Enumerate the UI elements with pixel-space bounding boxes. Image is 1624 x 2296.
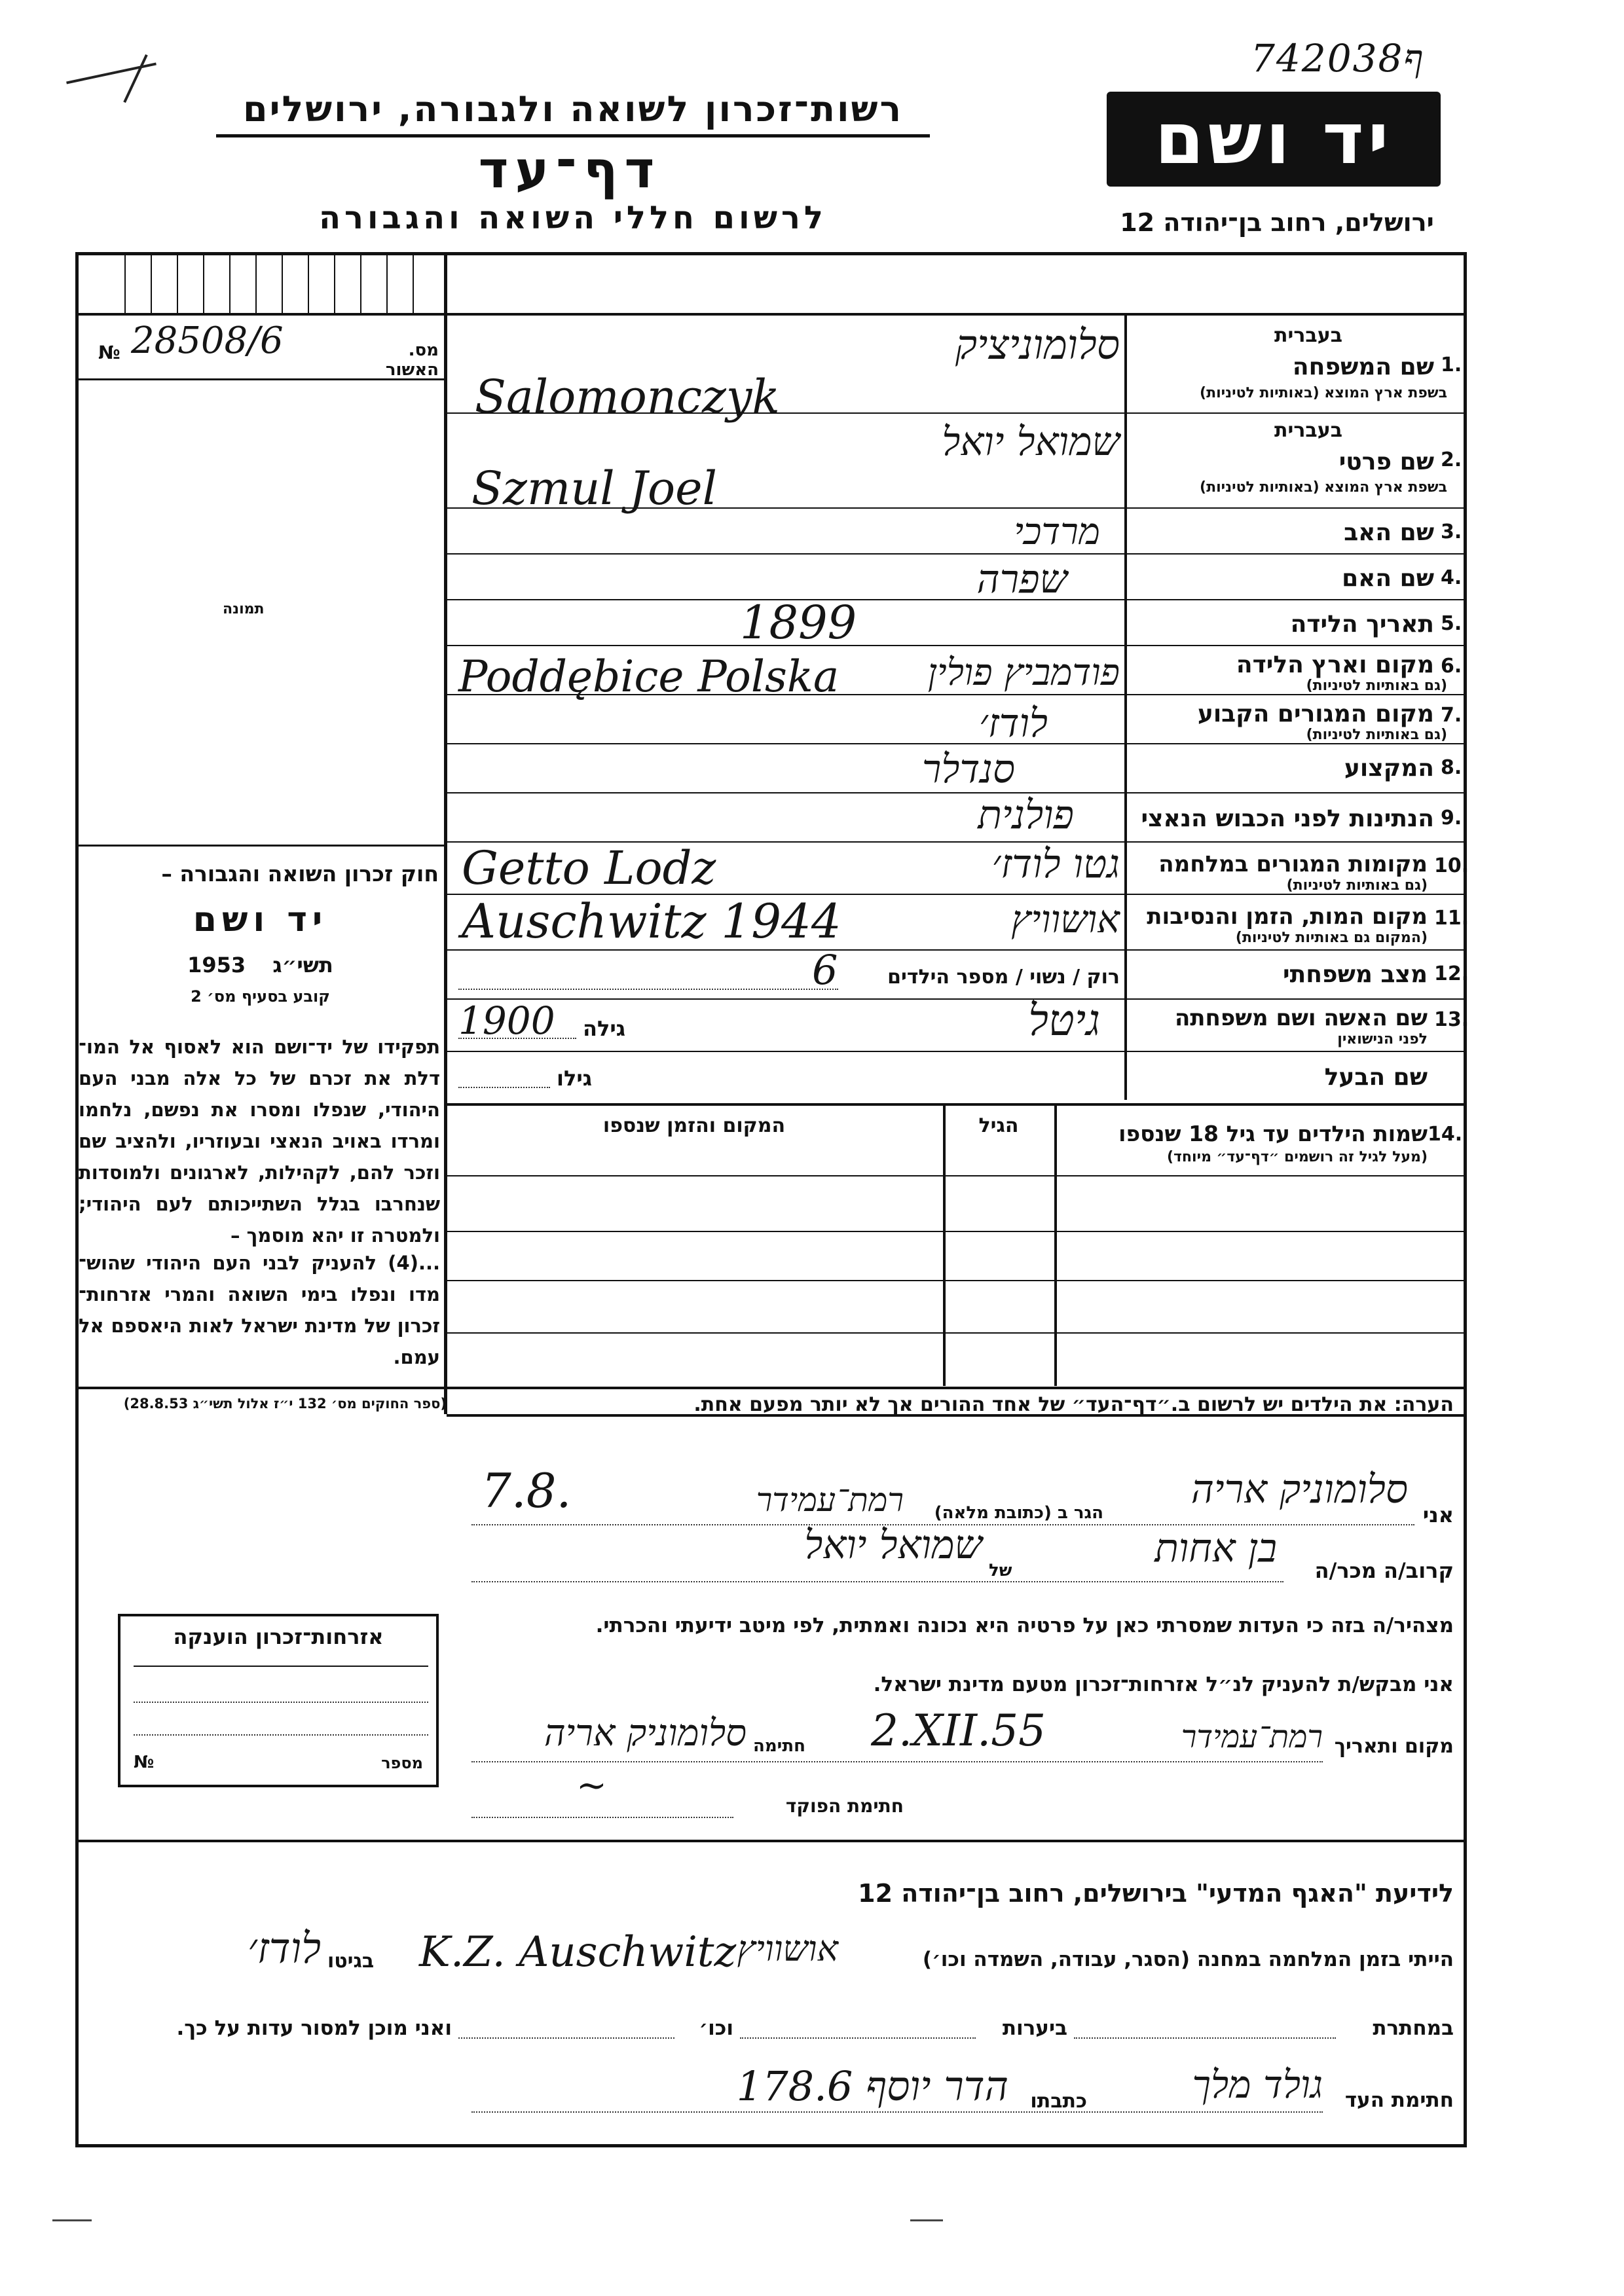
husband-label: שם הבעל <box>1324 1064 1428 1091</box>
field-4-value: שפרה <box>976 556 1067 602</box>
husband-age-label: גילו <box>557 1066 593 1091</box>
decl-statement-2: אני מבקש/ת להעניק לנ״ל אזרחות־זכרון מטעם מדינת ישראל. <box>873 1673 1454 1696</box>
field-2-tag: בעברית <box>1274 419 1342 442</box>
field-1-sub: בשפת ארץ המוצא (באותיות לטיניות) <box>1200 385 1447 401</box>
citizenship-box <box>118 1614 439 1787</box>
field-4-number: 4. <box>1441 566 1462 589</box>
field-4-label: שם האם <box>1342 565 1434 592</box>
info-witness-value: גולד מלך <box>1192 2062 1323 2107</box>
info-etc-label: וכו׳ <box>699 2016 733 2040</box>
info-address-label: כתבתו <box>1030 2090 1087 2113</box>
info-ghetto-value: לודז׳ <box>248 1925 321 1973</box>
field-13-number: 13. <box>1434 1008 1469 1031</box>
left-column-divider <box>444 252 447 1414</box>
field-11-value-heb: אושוויץ <box>1011 897 1120 941</box>
officer-signature-mark: ~ <box>576 1764 607 1807</box>
info-ghetto-label: בגיטו <box>327 1950 375 1973</box>
field-1-value-heb: סלומוניציק <box>955 321 1120 369</box>
field-12-inline: רוק / נשוי / מספר הילדים <box>887 966 1120 989</box>
org-line: רשות־זכרון לשואה ולגבורה, ירושלים <box>242 88 904 130</box>
decl-i-label: אני <box>1422 1503 1454 1527</box>
field-3-label: שם האב <box>1344 519 1434 546</box>
form-title: דף־עד <box>478 141 661 200</box>
law-year-heb: תשי״ג <box>272 953 333 977</box>
info-line1-value-lat: K.Z. Auschwitz <box>419 1928 737 1977</box>
info-forests-label: ביערות <box>1002 2016 1067 2040</box>
law-reference: (ספר החוקים מס׳ 132 י״ז אלול תשי״ג 28.8.53) <box>123 1396 447 1412</box>
field-6-sub: (גם באותיות לטיניות) <box>1306 678 1447 694</box>
field-2-number: 2. <box>1441 448 1462 471</box>
info-underground-label: במחתרת <box>1373 2016 1454 2040</box>
decl-of-value: שמואל יואל <box>804 1522 982 1568</box>
decl-i-value: סלומוניק אריה <box>1190 1467 1408 1512</box>
decl-signature-label: חתימה <box>753 1736 805 1756</box>
field-8-value: סנדלר <box>921 746 1015 792</box>
law-text-1: תפקידו של יד־ושם הוא לאסוף אל המו־ דלת את זכרם של כל אלה מבני העם היהודי, שנפלו ומסרו את נפשם, נלחמו ומרדו באויב הנאצי ובעוזריו, ולהציב שם וזכר להם, לקהילות, לארגונים ולמוסדות שנחרבו בגלל השתייכותם לעם היהודי; ולמטרה זו יהא מוסמך – <box>79 1036 440 1247</box>
field-7-label: מקום המגורים הקבוע <box>1197 701 1434 727</box>
field-11-number: 11. <box>1434 907 1469 930</box>
field-1-value-lat: Salomonczyk <box>475 370 780 424</box>
field-9-value: פולנית <box>978 792 1074 838</box>
field-13-value: גיטל <box>1028 995 1100 1046</box>
field-1-tag: בעברית <box>1274 324 1342 347</box>
field-8-number: 8. <box>1441 756 1462 779</box>
field-5-value: 1899 <box>740 596 857 649</box>
field-1-label: שם המשפחה <box>1292 354 1434 380</box>
form-subtitle: לרשום חללי השואה והגבורה <box>319 200 827 236</box>
decl-relation-value: בן אחות <box>1154 1525 1277 1571</box>
reg-number-value: 28508/6 <box>131 319 284 362</box>
field-6-value-heb: פודמביץ פולין <box>927 651 1120 694</box>
decl-address-value: רמת־עמידר <box>756 1481 904 1519</box>
law-name: יד ושם <box>193 900 328 939</box>
field-5-label: תאריך הלידה <box>1290 611 1434 638</box>
info-title: לידיעת "האגף המדעי" בירושלים, רחוב בן־יהודה 12 <box>858 1879 1454 1908</box>
info-line1-value-heb: אושוויץ <box>737 1928 838 1969</box>
field-6-label: מקום וארץ הלידה <box>1236 651 1434 678</box>
field-1-number: 1. <box>1441 354 1462 376</box>
bottom-mark <box>52 2219 92 2221</box>
decl-place-value: רמת־עמידר <box>1181 1719 1323 1755</box>
header-address: ירושלים, רחוב בן־יהודה 12 <box>1120 208 1434 237</box>
children-col-age: הגיל <box>978 1114 1019 1137</box>
field-5-number: 5. <box>1441 612 1462 635</box>
field-7-value: לודז׳ <box>979 701 1048 746</box>
citizenship-box-title: אזרחות־זכרון הוענקה <box>173 1624 384 1649</box>
field-10-value-heb: גטו לודז׳ <box>991 841 1120 887</box>
children-col-place: המקום והזמן שנספו <box>602 1114 786 1137</box>
field-2-value-heb: שמואל יואל <box>942 419 1120 465</box>
law-year: 1953 <box>187 953 246 977</box>
field-10-label: מקומות המגורים במלחמה <box>1158 851 1428 877</box>
law-text-2: ...(4) להעניק לבני העם היהודי שהוש־ מדו ונפלו בימי השואה והמרי אזרחות־ זכרון של מדינת ישראל לאות היאספם אל עמם. <box>79 1252 440 1368</box>
field-7-number: 7. <box>1441 704 1462 727</box>
reg-label: מס. האשור <box>385 340 439 380</box>
decl-statement-1: מצהיר/ה בזה כי העדות שמסרתי כאן על פרטיה היא נכונה ואמתית, לפי מיטב ידיעתי והכרתי. <box>595 1614 1454 1637</box>
field-11-value-lat: Auschwitz 1944 <box>462 894 841 949</box>
info-ready-label: ואני מוכן למסור עדות על כך. <box>176 2016 452 2040</box>
info-address-value: הדר יוסף 178.6 <box>736 2062 1008 2110</box>
children-number: 14. <box>1428 1123 1463 1146</box>
org-underline <box>216 134 930 137</box>
decl-date-value: 2.XII.55 <box>871 1705 1046 1756</box>
field-12-label: מצב משפחתי <box>1283 961 1428 988</box>
decl-officer-label: חתימת הפוקד <box>785 1795 904 1817</box>
field-13-sub: לפני הנישואין <box>1337 1031 1428 1048</box>
note-text: הערה: את הילדים יש לרשום ב.״דף־העד״ של אחד ההורים אך לא יותר מפעם אחת. <box>693 1393 1454 1416</box>
law-clause: קובע בסעיף מס׳ 2 <box>191 987 330 1006</box>
field-3-value: מרדכי <box>1014 511 1100 553</box>
field-9-number: 9. <box>1441 807 1462 829</box>
decl-relation-label: קרוב/ה מכר/ה <box>1314 1558 1454 1583</box>
info-line1-label: הייתי בזמן המלחמה במחנה (הסגר, עבודה, השמדה וכו׳) <box>922 1948 1454 1971</box>
citizenship-box-symbol: № <box>134 1753 155 1772</box>
decl-dwelling-label: הגר ב (כתובת מלאה) <box>934 1503 1103 1523</box>
logo-text: יד ושם <box>1154 98 1393 180</box>
law-year-row <box>82 953 439 977</box>
corner-mark-2 <box>123 54 147 103</box>
reference-number: ף742038 <box>1251 36 1425 81</box>
field-2-sub: בשפת ארץ המוצא (באותיות לטיניות) <box>1200 479 1447 496</box>
field-7-sub: (גם באותיות לטיניות) <box>1306 727 1447 743</box>
reg-symbol: № <box>98 342 120 363</box>
children-subtitle: (מעל לגיל זה רושמים ״דף־עד״ מיוחד) <box>1166 1149 1428 1165</box>
children-title: שמות הילדים עד גיל 18 שנספו <box>1118 1121 1428 1146</box>
field-11-label: מקום המות, הזמן והנסיבות <box>1147 903 1428 930</box>
field-6-value-lat: Poddębice Polska <box>458 651 840 702</box>
field-9-label: הנתינות לפני הכבוש הנאצי <box>1141 805 1434 832</box>
decl-address-number: 7.8. <box>481 1463 572 1518</box>
bottom-mark-2 <box>910 2219 943 2221</box>
law-title: חוק זכרון השואה והגבורה – <box>161 861 439 886</box>
decl-place-date-label: מקום ותאריך <box>1334 1735 1454 1758</box>
field-3-number: 3. <box>1441 520 1462 543</box>
yad-vashem-logo <box>1107 92 1441 187</box>
label-column-divider <box>1124 314 1127 1100</box>
field-2-value-lat: Szmul Joel <box>471 462 717 515</box>
info-witness-label: חתימת העד <box>1344 2088 1454 2112</box>
field-10-number: 10. <box>1434 854 1469 877</box>
citizenship-box-number: מספר <box>381 1754 423 1772</box>
field-10-sub: (גם באותיות לטיניות) <box>1286 877 1428 894</box>
field-13-age-value: 1900 <box>458 998 555 1043</box>
field-8-label: המקצוע <box>1344 755 1434 782</box>
top-strip-line <box>75 313 1467 316</box>
field-12-value: 6 <box>812 946 838 994</box>
field-13-age-label: גילה <box>583 1016 626 1041</box>
decl-signature-value: סלומוניק אריה <box>544 1712 747 1755</box>
photo-label: תמונה <box>223 601 265 617</box>
field-13-label: שם האשה ושם משפחתה <box>1174 1005 1428 1031</box>
field-6-number: 6. <box>1441 655 1462 678</box>
decl-of-label: של <box>989 1561 1012 1580</box>
field-10-value-lat: Getto Lodz <box>462 841 716 895</box>
field-12-number: 12. <box>1434 962 1469 985</box>
field-11-sub: (המקום גם באותיות לטיניות) <box>1235 930 1428 946</box>
field-2-label: שם פרטי <box>1338 448 1434 475</box>
